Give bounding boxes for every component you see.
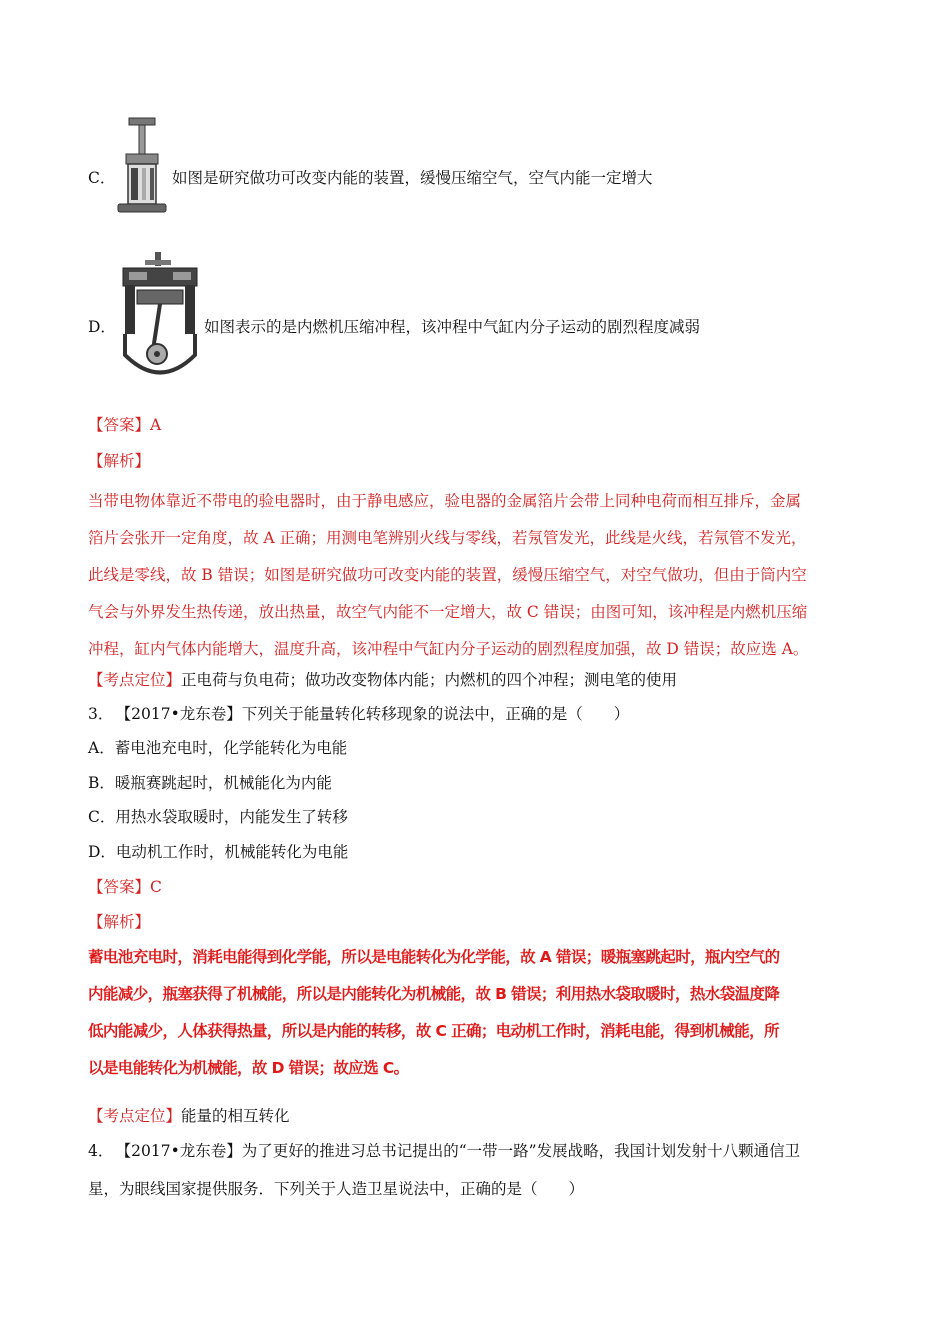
q3-analysis-line: 蓄电池充电时，消耗电能得到化学能，所以是电能转化为化学能，故 A 错误；暖瓶塞跳起时，瓶内空气的 <box>88 948 780 966</box>
q3-analysis-line: 低内能减少，人体获得热量，所以是内能的转移，故 C 正确；电动机工作时，消耗电能，得到机械能，所 <box>88 1022 779 1040</box>
q3-source: 【2017•龙东卷】 <box>123 705 242 723</box>
q3-answer: 【答案】C <box>88 878 162 896</box>
option-c-letter: C． <box>88 169 116 187</box>
q2-answer: 【答案】A <box>88 416 162 434</box>
q3-analysis-line: 以是电能转化为机械能，故 D 错误；故应选 C。 <box>88 1059 409 1077</box>
q3-kaodian-label: 【考点定位】 <box>88 1107 182 1125</box>
q3-option-a: A．蓄电池充电时，化学能转化为电能 <box>88 739 348 757</box>
q3-analysis-line: 内能减少，瓶塞获得了机械能，所以是内能转化为机械能，故 B 错误；利用热水袋取暖时，热水袋温度降 <box>88 985 780 1003</box>
q2-kaodian <box>88 669 677 691</box>
q4-source: 【2017•龙东卷】 <box>123 1142 242 1160</box>
q3-analysis-label: 【解析】 <box>88 913 151 931</box>
q4-stem-text-1: 为了更好的推进习总书记提出的“一带一路”发展战略，我国计划发射十八颗通信卫 <box>241 1142 801 1160</box>
q4-number: 4． <box>88 1142 114 1160</box>
q3-kaodian <box>88 1105 290 1127</box>
q3-number: 3． <box>88 705 114 723</box>
q3-stem <box>88 703 629 725</box>
q3-stem-text: 下列关于能量转化转移现象的说法中，正确的是（ ） <box>241 705 630 723</box>
engine-compression-stroke-figure <box>115 250 205 385</box>
q2-analysis-line: 冲程，缸内气体内能增大，温度升高，该冲程中气缸内分子运动的剧烈程度加强，故 D 错误；故应选 A。 <box>88 640 809 658</box>
q3-kaodian-text: 能量的相互转化 <box>181 1107 290 1125</box>
q3-option-c: C．用热水袋取暖时，内能发生了转移 <box>88 808 348 826</box>
q2-analysis-line: 当带电物体靠近不带电的验电器时，由于静电感应，验电器的金属箔片会带上同种电荷而相互排斥，金属 <box>88 492 802 510</box>
option-c-text: 如图是研究做功可改变内能的装置，缓慢压缩空气，空气内能一定增大 <box>172 169 653 187</box>
q3-analysis-body <box>88 939 868 1087</box>
q2-analysis-body <box>88 483 868 668</box>
q3-option-d: D．电动机工作时，机械能转化为电能 <box>88 843 349 861</box>
q2-kaodian-text: 正电荷与负电荷；做功改变物体内能；内燃机的四个冲程；测电笔的使用 <box>181 671 678 689</box>
q2-analysis-label: 【解析】 <box>88 452 151 470</box>
q2-analysis-line: 箔片会张开一定角度，故 A 正确；用测电笔辨别火线与零线，若氖管发光，此线是火线，若氖管不发光， <box>88 529 807 547</box>
q2-analysis-line: 此线是零线，故 B 错误；如图是研究做功可改变内能的装置，缓慢压缩空气，对空气做功，但由于筒内空 <box>88 566 807 584</box>
option-d-text: 如图表示的是内燃机压缩冲程，该冲程中气缸内分子运动的剧烈程度减弱 <box>204 318 701 336</box>
q2-analysis-line: 气会与外界发生热传递，放出热量，故空气内能不一定增大，故 C 错误；由图可知，该冲程是内燃机压缩 <box>88 603 808 621</box>
q4-stem-line1 <box>88 1140 800 1162</box>
q3-option-b: B．暖瓶赛跳起时，机械能化为内能 <box>88 774 332 792</box>
option-d-letter: D． <box>88 318 116 336</box>
q4-stem-line2: 星，为眼线国家提供服务．下列关于人造卫星说法中，正确的是（ ） <box>88 1180 585 1198</box>
q2-kaodian-label: 【考点定位】 <box>88 671 182 689</box>
piston-cylinder-figure <box>112 112 172 222</box>
